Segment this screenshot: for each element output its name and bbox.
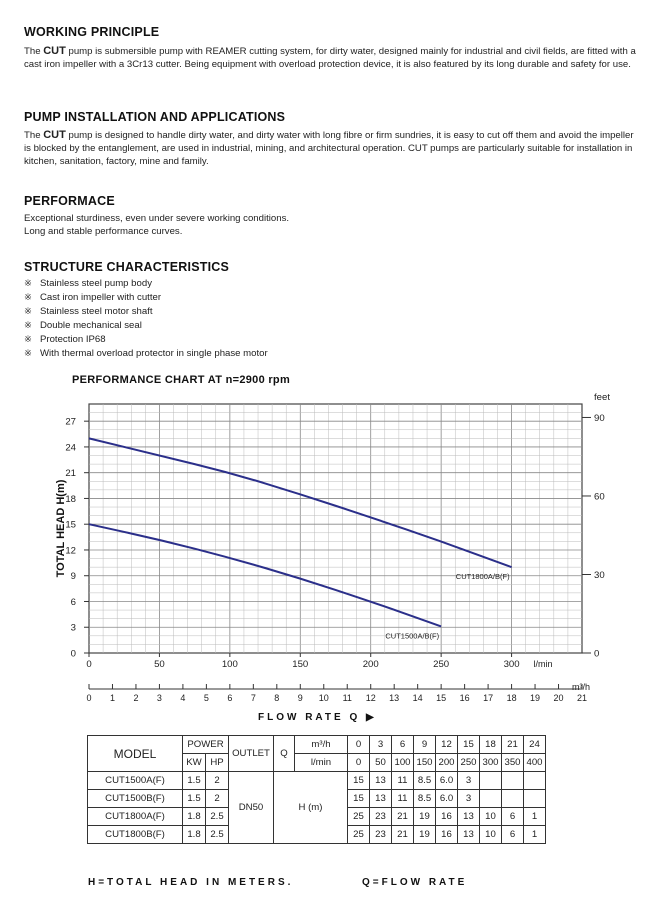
x-unit-lmin: l/min xyxy=(533,659,553,669)
structure-list xyxy=(24,277,268,361)
footer-head-note: H=TOTAL HEAD IN METERS. xyxy=(88,877,294,888)
lmin-value: 100 xyxy=(392,754,414,772)
structure-title: STRUCTURE CHARACTERISTICS xyxy=(24,260,229,274)
hp-header: HP xyxy=(206,754,229,772)
h-cell: 23 xyxy=(370,826,392,844)
x2-tick-label: 20 xyxy=(553,693,564,703)
m3h-value: 9 xyxy=(414,736,436,754)
y-tick-label: 3 xyxy=(70,622,76,634)
y-tick-label: 15 xyxy=(65,519,76,531)
x-tick-label: 150 xyxy=(292,659,309,670)
h-cell: 16 xyxy=(436,826,458,844)
lmin-value: 50 xyxy=(370,754,392,772)
x2-tick-label: 11 xyxy=(342,693,352,703)
x2-tick-label: 17 xyxy=(483,693,494,703)
installation-text: The CUT pump is designed to handle dirty water, and dirty water with long fibre or firm sundries, it is easy to cut off them and avoid the impeller is blocked by the entanglement, are used in industrial, mining, and architectural operation. CUT pumps are particularly suitable for installation in kitchen, sanitation, factory, mine and family. xyxy=(24,129,634,168)
x-tick-label: 50 xyxy=(154,659,165,670)
x2-tick-label: 16 xyxy=(459,693,470,703)
y-tick-label: 9 xyxy=(70,571,76,583)
h-cell: 23 xyxy=(370,808,392,826)
y-right-unit: feet xyxy=(594,392,611,403)
h-cell: 15 xyxy=(348,790,370,808)
list-item: ※ With thermal overload protector in single phase motor xyxy=(24,348,268,359)
list-item: ※ Stainless steel motor shaft xyxy=(24,306,153,317)
kw-cell: 1.5 xyxy=(183,790,206,808)
m3h-value: 15 xyxy=(458,736,480,754)
h-cell: 6.0 xyxy=(436,790,458,808)
y-tick-label: 21 xyxy=(65,468,76,480)
x2-tick-label: 7 xyxy=(250,693,256,703)
brand-cut: CUT xyxy=(43,45,66,57)
outlet-header: OUTLET xyxy=(229,736,274,772)
series-label: CUT1800A/B(F) xyxy=(455,572,510,582)
x2-tick-label: 5 xyxy=(203,693,209,703)
model-header: MODEL xyxy=(88,736,183,772)
performance-title: PERFORMACE xyxy=(24,194,115,208)
brand-cut: CUT xyxy=(43,129,66,141)
x2-tick-label: 19 xyxy=(530,693,541,703)
x2-tick-label: 4 xyxy=(180,693,186,703)
x2-tick-label: 14 xyxy=(412,693,423,703)
list-item: ※ Cast iron impeller with cutter xyxy=(24,292,162,303)
y-tick-label: 24 xyxy=(65,442,76,454)
m3h-value: 0 xyxy=(348,736,370,754)
h-cell: 6 xyxy=(502,826,524,844)
h-cell: 13 xyxy=(458,826,480,844)
y-right-tick-label: 0 xyxy=(594,648,600,660)
m3h-value: 24 xyxy=(524,736,546,754)
x-tick-label: 250 xyxy=(433,659,450,670)
h-cell: 8.5 xyxy=(414,790,436,808)
h-cell: 21 xyxy=(392,826,414,844)
x2-tick-label: 13 xyxy=(389,693,400,703)
x2-tick-label: 18 xyxy=(506,693,517,703)
model-cell: CUT1500A(F) xyxy=(88,772,183,790)
x-tick-label: 300 xyxy=(503,659,520,670)
table-row xyxy=(88,772,546,790)
x-tick-label: 0 xyxy=(86,659,92,670)
h-cell: 21 xyxy=(392,808,414,826)
h-cell: 19 xyxy=(414,808,436,826)
working-principle-text: The CUT pump is submersible pump with REAMER cutting system, for dirty water, designed mainly for industrial and civil fields, are fitted with a cast iron impeller with a 3Cr13 cutter. Being equipment with overload protection device, it is also featured by its long durable and safety for use. xyxy=(24,45,636,71)
m3h-value: 3 xyxy=(370,736,392,754)
y-right-tick-label: 60 xyxy=(594,491,605,503)
h-cell: 15 xyxy=(348,772,370,790)
kw-cell: 1.8 xyxy=(183,808,206,826)
list-item: ※ Double mechanical seal xyxy=(24,320,142,331)
h-cell: 19 xyxy=(414,826,436,844)
y-tick-label: 27 xyxy=(65,416,76,428)
x-tick-label: 200 xyxy=(362,659,379,670)
hp-cell: 2.5 xyxy=(206,808,229,826)
h-cell: 10 xyxy=(480,808,502,826)
h-cell: 10 xyxy=(480,826,502,844)
outlet-cell: DN50 xyxy=(229,772,274,844)
h-cell: 11 xyxy=(392,790,414,808)
x-tick-label: 100 xyxy=(221,659,238,670)
lmin-value: 150 xyxy=(414,754,436,772)
hp-cell: 2 xyxy=(206,790,229,808)
lmin-value: 350 xyxy=(502,754,524,772)
performance-chart xyxy=(0,392,650,710)
x2-tick-label: 9 xyxy=(297,693,303,703)
x2-unit-m3h: m³/h xyxy=(572,682,590,692)
lmin-unit: l/min xyxy=(295,754,348,772)
y-tick-label: 0 xyxy=(70,648,76,660)
m3h-unit: m³/h xyxy=(295,736,348,754)
h-cell: 1 xyxy=(524,808,546,826)
m3h-value: 12 xyxy=(436,736,458,754)
x2-tick-label: 15 xyxy=(436,693,447,703)
h-cell: 25 xyxy=(348,808,370,826)
m3h-value: 21 xyxy=(502,736,524,754)
h-cell: 13 xyxy=(370,772,392,790)
lmin-value: 300 xyxy=(480,754,502,772)
h-cell: 6 xyxy=(502,808,524,826)
h-cell: 25 xyxy=(348,826,370,844)
plot-frame xyxy=(89,404,582,653)
list-item: ※ Stainless steel pump body xyxy=(24,278,152,289)
lmin-value: 400 xyxy=(524,754,546,772)
model-cell: CUT1800A(F) xyxy=(88,808,183,826)
performance-line-2: Long and stable performance curves. xyxy=(24,226,183,238)
y-axis-label: TOTAL HEAD H(m) xyxy=(55,479,67,578)
hp-cell: 2 xyxy=(206,772,229,790)
q-header: Q xyxy=(274,736,295,772)
h-cell: 8.5 xyxy=(414,772,436,790)
x2-tick-label: 8 xyxy=(274,693,280,703)
x2-tick-label: 0 xyxy=(86,693,92,703)
installation-title: PUMP INSTALLATION AND APPLICATIONS xyxy=(24,110,286,124)
spec-table xyxy=(87,735,546,844)
x2-tick-label: 21 xyxy=(576,693,588,703)
kw-cell: 1.8 xyxy=(183,826,206,844)
x2-tick-label: 12 xyxy=(365,693,376,703)
h-cell: 13 xyxy=(370,790,392,808)
kw-header: KW xyxy=(183,754,206,772)
h-label: H (m) xyxy=(274,772,348,844)
y-tick-label: 12 xyxy=(65,545,76,557)
h-cell: 16 xyxy=(436,808,458,826)
h-cell: 3 xyxy=(458,772,480,790)
h-cell: 1 xyxy=(524,826,546,844)
h-cell: 13 xyxy=(458,808,480,826)
model-cell: CUT1800B(F) xyxy=(88,826,183,844)
m3h-value: 6 xyxy=(392,736,414,754)
h-cell xyxy=(480,772,502,790)
x2-tick-label: 3 xyxy=(156,693,162,703)
x2-tick-label: 10 xyxy=(318,693,329,703)
performance-line-1: Exceptional sturdiness, even under severe working conditions. xyxy=(24,213,290,224)
series-label: CUT1500A/B(F) xyxy=(385,631,440,641)
h-cell xyxy=(502,772,524,790)
hp-cell: 2.5 xyxy=(206,826,229,844)
flow-rate-label: FLOW RATE Q ▶ xyxy=(258,712,377,723)
lmin-value: 0 xyxy=(348,754,370,772)
performance-text xyxy=(24,212,636,238)
h-cell xyxy=(480,790,502,808)
y-right-tick-label: 90 xyxy=(594,412,605,424)
y-tick-label: 6 xyxy=(70,596,76,608)
chart-title: PERFORMANCE CHART AT n=2900 rpm xyxy=(72,374,291,386)
footer-flow-note: Q=FLOW RATE xyxy=(362,877,468,888)
x2-tick-label: 6 xyxy=(227,693,233,703)
x2-tick-label: 1 xyxy=(109,693,115,703)
model-cell: CUT1500B(F) xyxy=(88,790,183,808)
lmin-value: 200 xyxy=(436,754,458,772)
y-tick-label: 18 xyxy=(65,493,76,505)
h-cell: 11 xyxy=(392,772,414,790)
working-principle-title: WORKING PRINCIPLE xyxy=(24,25,160,39)
list-item: ※ Protection IP68 xyxy=(24,334,106,345)
h-cell xyxy=(502,790,524,808)
h-cell: 3 xyxy=(458,790,480,808)
m3h-value: 18 xyxy=(480,736,502,754)
h-cell xyxy=(524,772,546,790)
kw-cell: 1.5 xyxy=(183,772,206,790)
power-header: POWER xyxy=(183,736,229,754)
h-cell xyxy=(524,790,546,808)
h-cell: 6.0 xyxy=(436,772,458,790)
y-right-tick-label: 30 xyxy=(594,569,605,581)
x2-tick-label: 2 xyxy=(133,693,139,703)
lmin-value: 250 xyxy=(458,754,480,772)
